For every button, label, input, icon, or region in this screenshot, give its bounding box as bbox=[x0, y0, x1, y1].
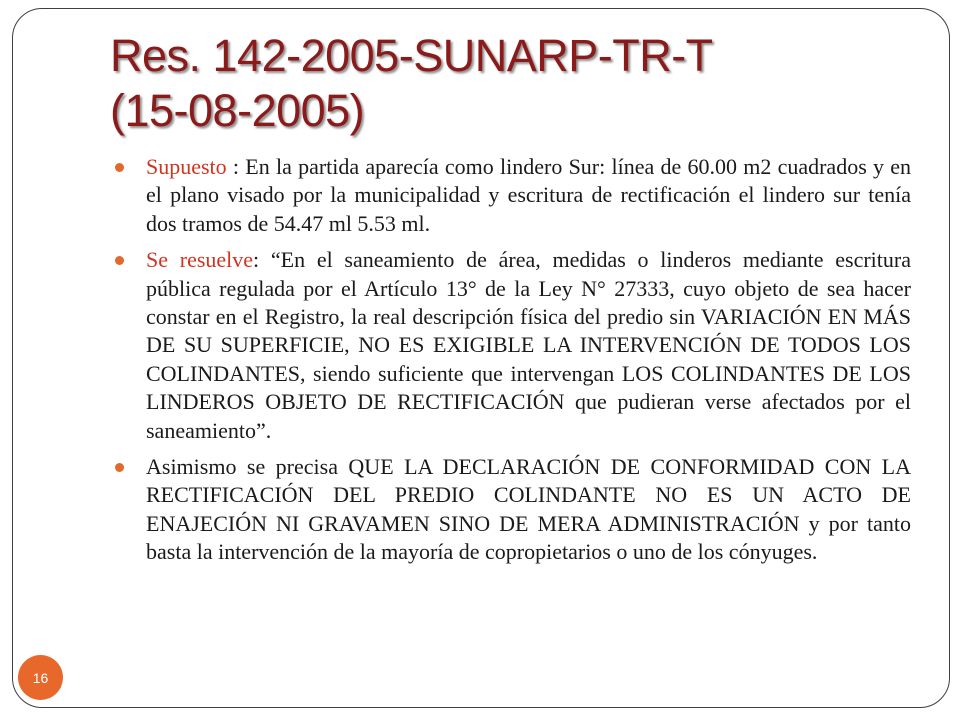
bullet-dot-icon bbox=[115, 463, 124, 472]
title-line-1: Res. 142-2005-SUNARP-TR-T bbox=[110, 30, 713, 81]
bullet-label: Supuesto bbox=[146, 154, 227, 179]
bullet-se-resuelve bbox=[115, 246, 911, 445]
bullet-dot-icon bbox=[115, 256, 124, 265]
title-line-2: (15-08-2005) bbox=[110, 85, 365, 136]
bullet-dot-icon bbox=[115, 163, 124, 172]
bullet-asimismo bbox=[115, 453, 911, 567]
slide-title bbox=[110, 28, 713, 138]
bullet-list bbox=[115, 153, 911, 575]
page-number-badge: 16 bbox=[18, 655, 63, 700]
bullet-text: Asimismo se precisa QUE LA DECLARACIÓN DE CONFORMIDAD CON LA RECTIFICACIÓN DEL PREDIO COLINDANTE NO ES UN ACTO DE ENAJECIÓN NI GRAVAMEN SINO DE MERA ADMINISTRACIÓN y por tanto basta la intervención de la mayoría de copropietarios o uno de los cónyuges. bbox=[146, 454, 911, 565]
bullet-supuesto bbox=[115, 153, 911, 238]
bullet-text: : En la partida aparecía como lindero Sur: línea de 60.00 m2 cuadrados y en el plano visado por la municipalidad y escritura de rectificación el lindero sur tenía dos tramos de 54.47 ml 5.53 ml. bbox=[146, 154, 911, 236]
bullet-label: Se resuelve bbox=[146, 247, 254, 273]
bullet-text: : “En el saneamiento de área, medidas o linderos mediante escritura pública regulada por el Artículo 13° de la Ley N° 27333, cuyo objeto de sea hacer constar en el Registro, la real descripción física del predio sin VARIACIÓN EN MÁS DE SU SUPERFICIE, NO ES EXIGIBLE LA INTERVENCIÓN DE TODOS LOS COLINDANTES, siendo suficiente que intervengan LOS COLINDANTES DE LOS LINDEROS OBJETO DE RECTIFICACIÓN que pudieran verse afectados por el saneamiento”. bbox=[146, 247, 911, 443]
